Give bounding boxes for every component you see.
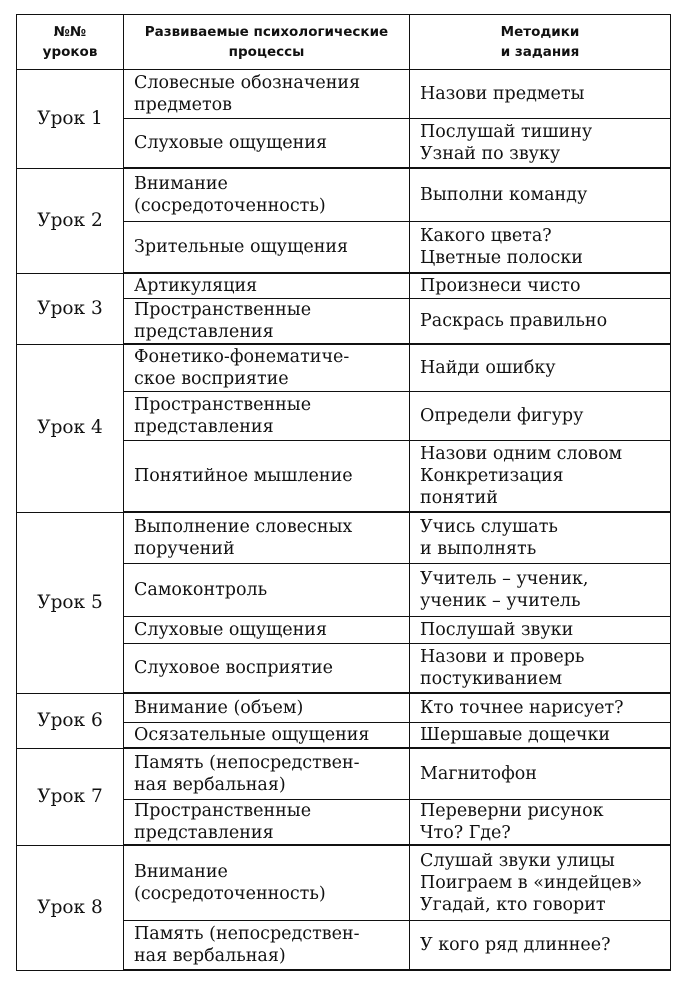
lesson-label: Урок 5: [37, 591, 103, 613]
process-text: Пространственные: [134, 801, 312, 821]
method-text: постукиванием: [420, 669, 563, 689]
process-cell: [124, 564, 410, 617]
method-cell: [410, 617, 671, 644]
method-text: Цветные полоски: [420, 248, 583, 268]
process-cell: [124, 617, 410, 644]
table-row: [17, 273, 671, 299]
method-text: Назови предметы: [420, 84, 585, 104]
method-cell: [410, 748, 671, 800]
lesson-label-cell: [17, 168, 124, 273]
process-cell: [124, 168, 410, 222]
table-row: [17, 693, 671, 723]
process-cell: [124, 693, 410, 723]
method-cell: [410, 644, 671, 694]
process-cell: [124, 644, 410, 694]
method-text: Учитель – ученик,: [420, 569, 589, 589]
header-line: и задания: [500, 44, 580, 60]
process-text: Внимание (объем): [134, 698, 304, 718]
method-text: Определи фигуру: [420, 406, 584, 426]
method-text: Назови одним словом: [420, 444, 623, 464]
process-text: представления: [134, 322, 274, 342]
lesson-label: Урок 6: [37, 709, 103, 731]
method-cell: [410, 564, 671, 617]
table-row: [17, 70, 671, 119]
method-cell: [410, 299, 671, 345]
process-text: Самоконтроль: [134, 580, 268, 600]
method-text: Шершавые дощечки: [420, 725, 611, 745]
process-text: Внимание: [134, 862, 228, 882]
header-lesson-number: [17, 15, 124, 70]
method-cell: [410, 273, 671, 299]
method-cell: [410, 512, 671, 564]
method-text: Угадай, кто говорит: [420, 895, 606, 915]
process-text: ная вербальная): [134, 775, 286, 795]
process-text: предметов: [134, 95, 233, 115]
process-text: Артикуляция: [134, 276, 258, 296]
process-cell: [124, 748, 410, 800]
process-cell: [124, 845, 410, 921]
header-row: [17, 15, 671, 70]
method-text: Произнеси чисто: [420, 276, 581, 296]
process-text: Фонетико-фонематиче-: [134, 347, 350, 367]
method-text: Раскрась правильно: [420, 311, 608, 331]
process-text: Выполнение словесных: [134, 517, 353, 537]
lesson-label-cell: [17, 512, 124, 693]
process-text: Пространственные: [134, 300, 312, 320]
table-row: [17, 168, 671, 222]
method-cell: [410, 119, 671, 169]
process-text: Память (непосредствен-: [134, 753, 360, 773]
table-row: [17, 845, 671, 921]
method-text: Слушай звуки улицы: [420, 851, 615, 871]
table-row: [17, 512, 671, 564]
method-cell: [410, 845, 671, 921]
process-cell: [124, 70, 410, 119]
lesson-label: Урок 4: [37, 417, 103, 438]
process-text: ское восприятие: [134, 369, 289, 389]
process-text: Память (непосредствен-: [134, 924, 360, 944]
method-cell: [410, 800, 671, 846]
process-cell: [124, 723, 410, 749]
process-text: Пространственные: [134, 395, 312, 415]
process-cell: [124, 119, 410, 169]
process-cell: [124, 512, 410, 564]
method-text: Назови и проверь: [420, 647, 585, 667]
process-text: Словесные обозначения: [134, 73, 361, 93]
header-processes: [124, 15, 410, 70]
process-text: ная вербальная): [134, 946, 286, 966]
method-text: ученик – учитель: [420, 591, 581, 611]
lesson-plan-table: [16, 14, 671, 971]
process-text: (сосредоточенность): [134, 196, 326, 216]
process-cell: [124, 921, 410, 971]
lesson-label-cell: [17, 273, 124, 344]
method-text: Что? Где?: [420, 823, 511, 843]
lesson-label: Урок 7: [37, 785, 103, 807]
process-cell: [124, 222, 410, 274]
method-cell: [410, 693, 671, 723]
header-methods: [410, 15, 671, 70]
process-cell: [124, 299, 410, 345]
table-row: [17, 748, 671, 800]
method-text: У кого ряд длиннее?: [420, 935, 611, 955]
lesson-label-cell: [17, 748, 124, 845]
process-text: Слуховые ощущения: [134, 620, 328, 640]
process-text: Внимание: [134, 174, 228, 194]
header-line: уроков: [42, 44, 98, 60]
method-cell: [410, 921, 671, 971]
method-text: Послушай звуки: [420, 620, 574, 640]
method-text: Переверни рисунок: [420, 801, 604, 821]
process-text: поручений: [134, 539, 235, 559]
method-cell: [410, 344, 671, 392]
method-cell: [410, 441, 671, 513]
lesson-plan-table-container: [16, 14, 671, 971]
method-text: Найди ошибку: [420, 358, 556, 378]
method-text: понятий: [420, 488, 498, 508]
process-text: (сосредоточенность): [134, 884, 326, 904]
method-text: Узнай по звуку: [420, 144, 561, 164]
table-body: [17, 70, 671, 971]
table-row: [17, 344, 671, 392]
header-line: Развиваемые психологические: [144, 24, 389, 40]
process-text: Зрительные ощущения: [134, 237, 349, 257]
lesson-label: Урок 8: [37, 896, 103, 918]
method-cell: [410, 392, 671, 441]
method-cell: [410, 168, 671, 222]
header-line: процессы: [228, 44, 305, 60]
process-cell: [124, 344, 410, 392]
method-text: Магнитофон: [420, 764, 537, 784]
lesson-label: Урок 2: [37, 209, 103, 231]
method-cell: [410, 222, 671, 274]
header-line: Методики: [500, 24, 580, 40]
process-cell: [124, 392, 410, 441]
lesson-label: Урок 3: [37, 297, 103, 319]
process-text: Осязательные ощущения: [134, 725, 370, 745]
method-text: и выполнять: [420, 539, 537, 559]
process-text: представления: [134, 823, 274, 843]
process-cell: [124, 800, 410, 846]
method-text: Послушай тишину: [420, 122, 593, 142]
process-cell: [124, 273, 410, 299]
table-header: [17, 15, 671, 70]
lesson-label: Урок 1: [37, 107, 103, 129]
lesson-label-cell: [17, 845, 124, 970]
method-cell: [410, 723, 671, 749]
process-text: Слуховое восприятие: [134, 658, 333, 678]
method-text: Конкретизация: [420, 466, 564, 486]
method-text: Кто точнее нарисует?: [420, 698, 624, 718]
method-text: Учись слушать: [420, 517, 558, 537]
lesson-label-cell: [17, 70, 124, 169]
header-line: №№: [53, 24, 87, 40]
method-text: Выполни команду: [420, 185, 588, 205]
process-text: представления: [134, 417, 274, 437]
method-text: Какого цвета?: [420, 226, 552, 246]
process-text: Понятийное мышление: [134, 466, 353, 486]
method-text: Поиграем в «индейцев»: [420, 873, 643, 893]
lesson-label-cell: [17, 344, 124, 512]
method-cell: [410, 70, 671, 119]
process-text: Слуховые ощущения: [134, 133, 328, 153]
process-cell: [124, 441, 410, 513]
lesson-label-cell: [17, 693, 124, 748]
